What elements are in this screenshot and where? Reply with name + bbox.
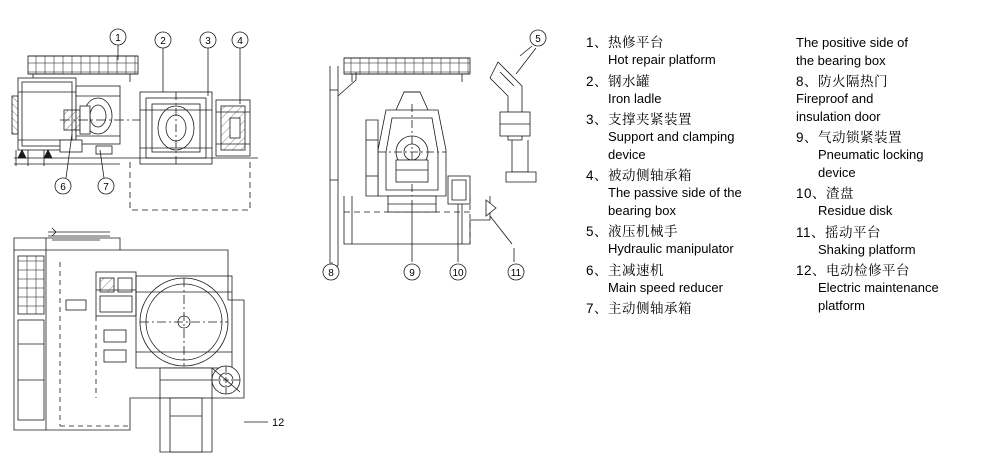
legend-item-5 bbox=[586, 223, 768, 258]
legend-item-7-en-line2: the bearing box bbox=[796, 52, 886, 68]
legend-item-7-en-line1: The positive side of bbox=[796, 35, 909, 50]
legend-item-2-en-line1: Iron ladle bbox=[608, 90, 662, 106]
legend-item-4-en-line1: The passive side of the bbox=[608, 185, 742, 200]
svg-text:5: 5 bbox=[535, 34, 541, 45]
legend-item-7 bbox=[586, 300, 768, 317]
legend-item-10 bbox=[796, 185, 978, 220]
legend-item-4-cn: 4、被动侧轴承箱 bbox=[586, 168, 693, 183]
legend-item-12 bbox=[796, 262, 978, 314]
legend-item-3-en-line1: Support and clamping bbox=[608, 129, 735, 144]
svg-text:2: 2 bbox=[160, 36, 166, 47]
legend-item-11-en-line1: Shaking platform bbox=[818, 241, 916, 257]
legend-item-12-cn: 12、电动检修平台 bbox=[796, 263, 911, 278]
plan-view bbox=[14, 228, 284, 452]
svg-text:9: 9 bbox=[409, 268, 415, 279]
legend-item-3 bbox=[586, 111, 768, 163]
legend-item-11-cn: 11、摇动平台 bbox=[796, 224, 882, 240]
legend-item-1-en-line1: Hot repair platform bbox=[608, 52, 716, 67]
svg-text:11: 11 bbox=[510, 268, 522, 279]
svg-text:7: 7 bbox=[103, 182, 109, 193]
legend-item-8-cn: 8、防火隔热门 bbox=[796, 74, 889, 89]
legend-item-9 bbox=[796, 129, 978, 181]
legend-item-7-continuation bbox=[796, 34, 978, 69]
svg-text:4: 4 bbox=[237, 36, 243, 47]
section-view bbox=[330, 46, 536, 266]
legend-column-1 bbox=[586, 34, 768, 434]
svg-text:1: 1 bbox=[115, 33, 121, 44]
svg-text:8: 8 bbox=[328, 268, 334, 279]
svg-text:3: 3 bbox=[205, 36, 211, 47]
legend-item-4 bbox=[586, 167, 768, 219]
legend-item-8-en-line1: Fireproof and bbox=[796, 91, 874, 106]
legend-item-11 bbox=[796, 224, 978, 259]
legend bbox=[586, 34, 996, 434]
legend-item-3-cn: 3、支撑夹紧装置 bbox=[586, 112, 693, 127]
legend-item-9-en-line1: Pneumatic locking bbox=[818, 147, 924, 162]
legend-item-1 bbox=[586, 34, 768, 69]
legend-item-9-cn: 9、气动锁紧装置 bbox=[796, 130, 903, 145]
svg-text:12: 12 bbox=[272, 417, 285, 429]
legend-item-3-en-line2: device bbox=[608, 146, 646, 162]
legend-item-10-en-line1: Residue disk bbox=[818, 203, 893, 218]
legend-item-10-cn: 10、渣盘 bbox=[796, 186, 855, 201]
legend-item-5-cn: 5、液压机械手 bbox=[586, 224, 679, 239]
legend-item-5-en-line1: Hydraulic manipulator bbox=[608, 241, 734, 256]
legend-item-2-cn: 2、钢水罐 bbox=[586, 73, 651, 89]
legend-item-4-en-line2: bearing box bbox=[608, 202, 676, 218]
svg-text:10: 10 bbox=[452, 268, 464, 279]
legend-item-12-en-line2: platform bbox=[818, 297, 865, 313]
legend-column-2 bbox=[796, 34, 978, 434]
legend-item-6-en-line1: Main speed reducer bbox=[608, 279, 723, 295]
elevation-view bbox=[12, 45, 258, 210]
legend-item-8 bbox=[796, 73, 978, 125]
legend-item-6 bbox=[586, 262, 768, 297]
legend-item-12-en-line1: Electric maintenance bbox=[818, 280, 939, 295]
legend-item-7-cn: 7、主动侧轴承箱 bbox=[586, 301, 693, 316]
legend-item-2 bbox=[586, 73, 768, 108]
svg-text:6: 6 bbox=[60, 182, 66, 193]
legend-item-1-cn: 1、热修平台 bbox=[586, 35, 665, 50]
legend-item-9-en-line2: device bbox=[818, 164, 856, 180]
legend-item-8-en-line2: insulation door bbox=[796, 108, 881, 124]
legend-item-6-cn: 6、主减速机 bbox=[586, 262, 665, 278]
